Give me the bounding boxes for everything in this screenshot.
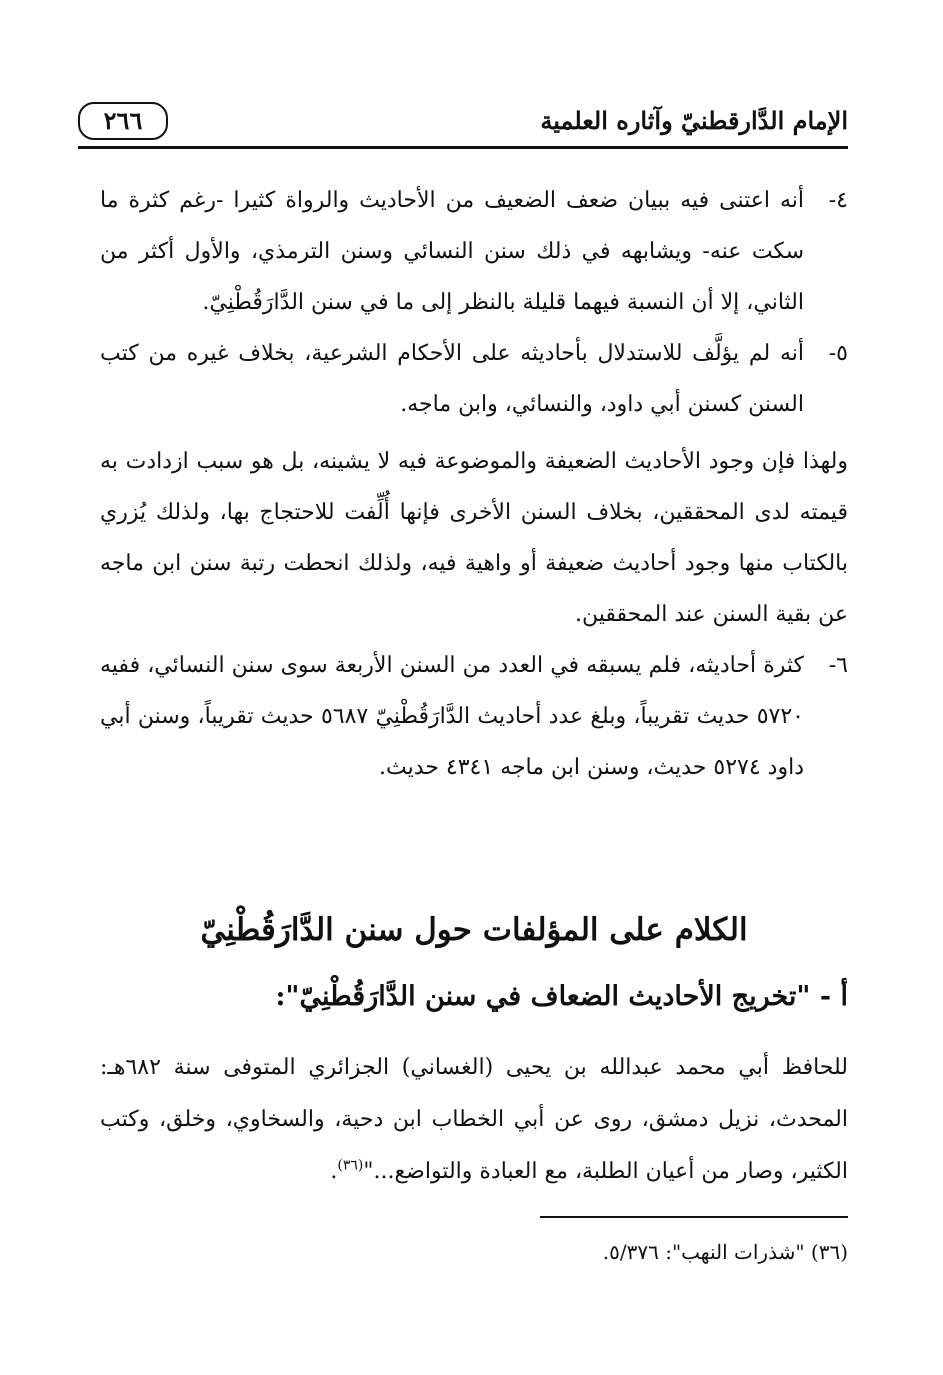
footnote-divider	[540, 1216, 848, 1218]
item-number: ٤-	[828, 188, 848, 213]
biography-paragraph: للحافظ أبي محمد عبدالله بن يحيى (الغساني) الجزائري المتوفى سنة ٦٨٢هـ: المحدث، نزيل دمشق، روى عن أبي الخطاب ابن دحية، والسخاوي، وخلق، وكتب الكثير، وصار من أعيان الطلبة، مع العبادة والتواضع..."$^{(٣٦)}$.	[100, 1055, 848, 1184]
item-number: ٦-	[828, 653, 848, 678]
paragraph: ولهذا فإن وجود الأحاديث الضعيفة والموضوعة فيه لا يشينه، بل هو سبب ازدادت به قيمته لدى المحققين، بخلاف السنن الأخرى فإنها أُلِّفت للاحتجاج بها، ولذلك يُزري بالكتاب منها وجود أحاديث ضعيفة أو واهية فيه، ولذلك انحطت رتبة سنن ابن ماجه عن بقية السنن عند المحققين.	[100, 449, 848, 627]
item-text: أنه اعتنى فيه ببيان ضعف الضعيف من الأحاديث والرواة كثيرا -رغم كثرة ما سكت عنه- ويشابهه في ذلك سنن النسائي وسنن الترمذي، والأول أكثر من الثاني، إلا أن النسبة فيهما قليلة بالنظر إلى ما في سنن الدَّارَقُطْنِيّ.	[100, 188, 804, 315]
subheading: أ - "تخريج الأحاديث الضعاف في سنن الدَّارَقُطْنِيّ":	[275, 981, 848, 1012]
item-number: ٥-	[828, 341, 848, 366]
footnote: (٣٦) "شذرات النهب": ٥/٣٧٦.	[602, 1240, 848, 1264]
section-heading: الكلام على المؤلفات حول سنن الدَّارَقُطْنِيّ	[200, 912, 748, 948]
page-number: ٢٦٦	[78, 102, 168, 140]
item-text: كثرة أحاديثه، فلم يسبقه في العدد من السنن الأربعة سوى سنن النسائي، ففيه ٥٧٢٠ حديث تقريباً، وبلغ عدد أحاديث الدَّارَقُطْنِيّ ٥٦٨٧ حديث تقريباً، وسنن أبي داود ٥٢٧٤ حديث، وسنن ابن ماجه ٤٣٤١ حديث.	[100, 653, 804, 780]
biography-text: للحافظ أبي محمد عبدالله بن يحيى (الغساني) الجزائري المتوفى سنة ٦٨٢هـ: المحدث، نزيل دمشق، روى عن أبي الخطاب ابن دحية، والسخاوي، وخلق، وكتب الكثير، وصار من أعيان الطلبة، مع العبادة والتواضع..."	[100, 1055, 848, 1184]
item-text: أنه لم يؤلَّف للاستدلال بأحاديثه على الأحكام الشرعية، بخلاف غيره من كتب السنن كسنن أبي داود، والنسائي، وابن ماجه.	[100, 341, 804, 417]
main-text	[100, 175, 848, 793]
list-item	[100, 328, 848, 430]
running-title: الإمام الدَّارقطنيّ وآثاره العلمية	[540, 106, 848, 135]
list-item	[100, 175, 848, 328]
page-header	[78, 100, 848, 149]
footnote-reference: (٣٦)	[337, 1157, 364, 1174]
list-item	[100, 640, 848, 793]
